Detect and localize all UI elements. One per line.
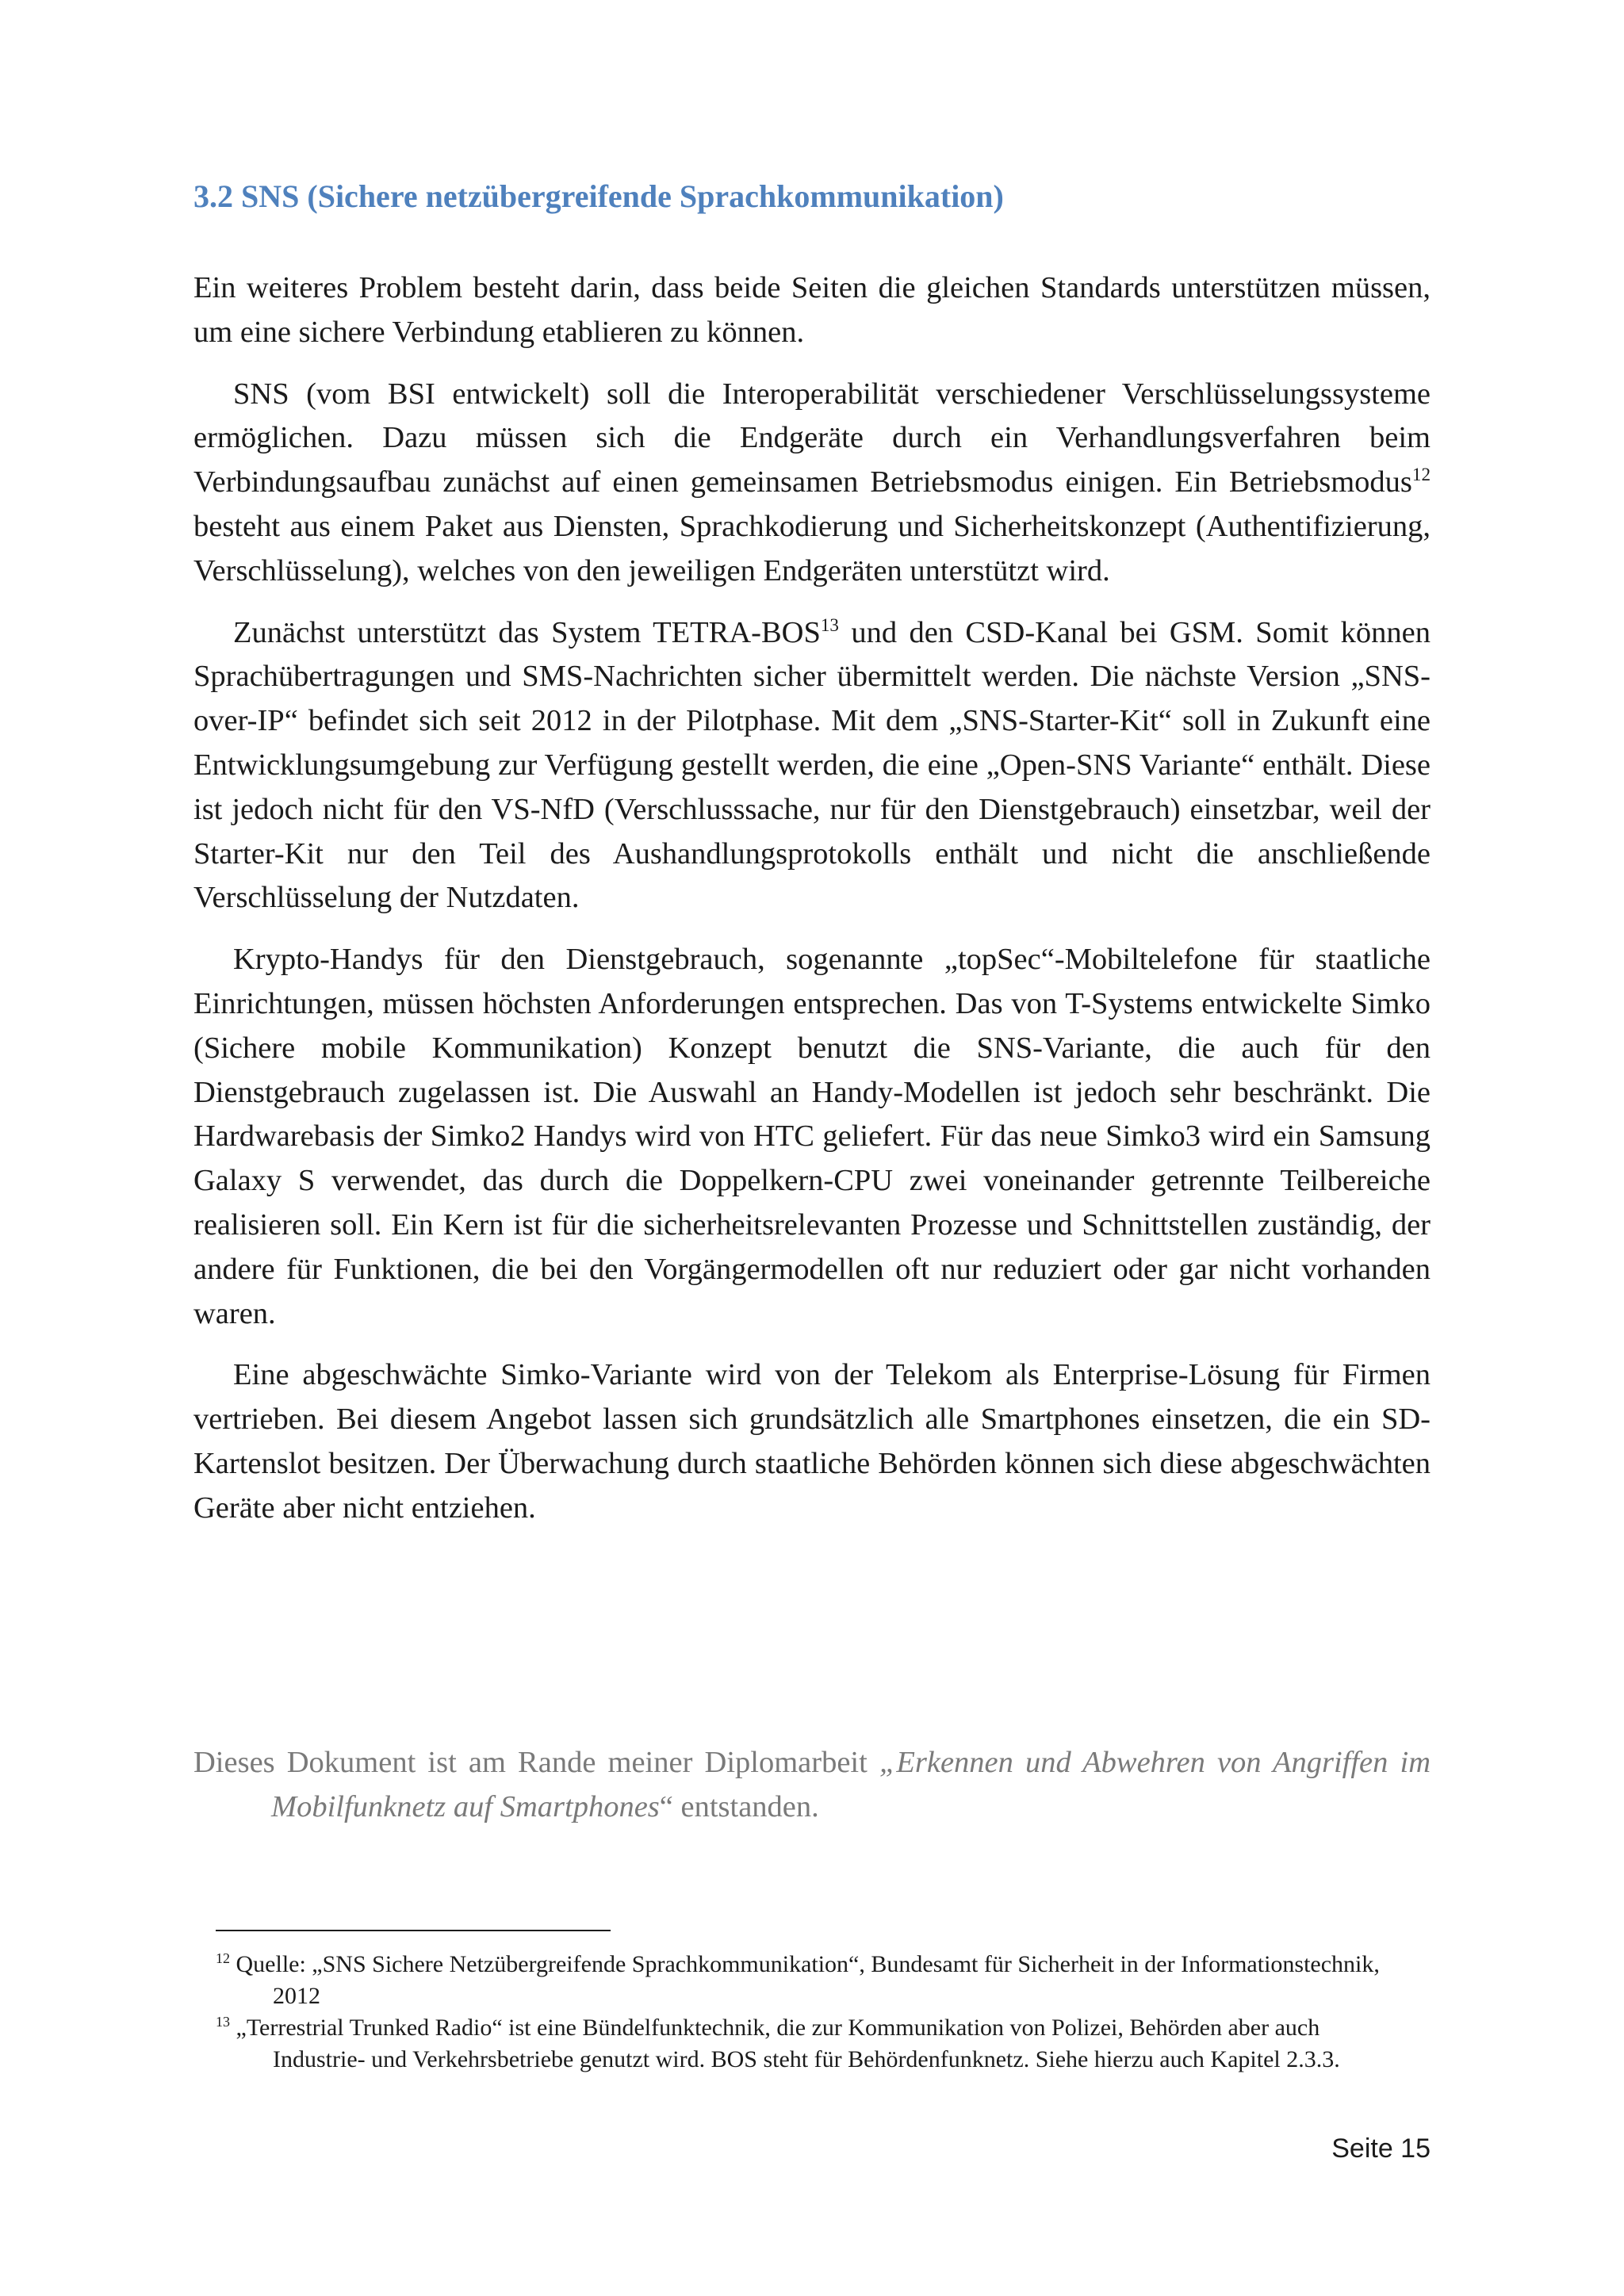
- text-run: Ein weiteres Problem besteht darin, dass beide Seiten die gleichen Standards unterstützen müssen, um eine sichere Verbindung etablieren zu können.: [193, 271, 1431, 349]
- text-run: “ entstanden.: [659, 1790, 819, 1823]
- footnote-text: Quelle: „SNS Sichere Netzübergreifende Sprachkommunikation“, Bundesamt für Sicherheit in der Informationstechnik, 2012: [230, 1951, 1380, 2009]
- footnotes: [216, 1949, 1397, 2076]
- footnote-number: 13: [216, 2014, 230, 2030]
- text-run: Krypto-Handys für den Dienstgebrauch, sogenannte „topSec“-Mobiltelefone für staatliche Einrichtungen, müssen höchsten Anforderungen entsprechen. Das von T-Systems entwickelte Simko (Sichere mobile Kommunikation) Konzept benutzt die SNS-Variante, die auch für den Dienstgebrauch zugelassen ist. Die Auswahl an Handy-Modellen ist jedoch sehr beschränkt. Die Hardwarebasis der Simko2 Handys wird von HTC geliefert. Für das neue Simko3 wird ein Samsung Galaxy S verwendet, das durch die Doppelkern-CPU zwei voneinander getrennte Teilbereiche realisieren soll. Ein Kern ist für die sicherheitsrelevanten Prozesse und Schnittstellen zuständig, der andere für Funktionen, die bei den Vorgängermodellen oft nur reduziert oder gar nicht vorhanden waren.: [193, 943, 1431, 1330]
- footnote-reference: 13: [820, 614, 839, 635]
- footnote-separator: [216, 1930, 611, 1931]
- diploma-thesis-note: [193, 1740, 1431, 1829]
- footnote-reference: 12: [1411, 464, 1431, 485]
- footnote-12: [216, 1949, 1397, 2012]
- text-run: Eine abgeschwächte Simko-Variante wird von der Telekom als Enterprise-Lösung für Firmen vertrieben. Bei diesem Angebot lassen sich grundsätzlich alle Smartphones einsetzen, die ein SD-Kartenslot besitzen. Der Überwachung durch staatliche Behörden können sich diese abgeschwächten Geräte aber nicht entziehen.: [193, 1358, 1431, 1525]
- text-run: und den CSD-Kanal bei GSM. Somit können Sprachübertragungen und SMS-Nachrichten sicher übermittelt werden. Die nächste Version „SNS-over-IP“ befindet sich seit 2012 in der Pilotphase. Mit dem „SNS-Starter-Kit“ soll in Zukunft eine Entwicklungsumgebung zur Verfügung gestellt werden, die eine „Open-SNS Variante“ enthält. Diese ist jedoch nicht für den VS-NfD (Verschlusssache, nur für den Dienstgebrauch) einsetzbar, weil der Starter-Kit nur den Teil des Aushandlungsprotokolls enthält und nicht die anschließende Verschlüsselung der Nutzdaten.: [193, 615, 1431, 915]
- section-heading: 3.2 SNS (Sichere netzübergreifende Sprachkommunikation): [193, 178, 1004, 214]
- body-text: [193, 266, 1431, 1548]
- paragraph-tetra-bos: [193, 611, 1431, 921]
- footnote-text: „Terrestrial Trunked Radio“ ist eine Bündelfunktechnik, die zur Kommunikation von Polizei, Behörden aber auch Industrie- und Verkehrsbetriebe genutzt wird. BOS steht für Behördenfunknetz. Siehe hierzu auch Kapitel 2.3.3.: [230, 2015, 1340, 2072]
- paragraph-standards: [193, 266, 1431, 355]
- text-run: besteht aus einem Paket aus Diensten, Sprachkodierung und Sicherheitskonzept (Authentifizierung, Verschlüsselung), welches von den jeweiligen Endgeräten unterstützt wird.: [193, 509, 1431, 587]
- page-number: Seite 15: [1331, 2133, 1431, 2164]
- italic-text: „Erkennen und Abwehren von Angriffen im Mobilfunknetz auf Smartphones: [271, 1746, 1431, 1823]
- text-run: Zunächst unterstützt das System TETRA-BOS: [233, 615, 821, 649]
- text-run: SNS (vom BSI entwickelt) soll die Interoperabilität verschiedener Verschlüsselungssysteme ermöglichen. Dazu müssen sich die Endgeräte durch ein Verhandlungsverfahren beim Verbindungsaufbau zunächst auf einen gemeinsamen Betriebsmodus einigen. Ein Betriebsmodus: [193, 377, 1431, 499]
- footnote-number: 12: [216, 1950, 230, 1966]
- paragraph-sns-interoperability: [193, 373, 1431, 594]
- text-run: Dieses Dokument ist am Rande meiner Diplomarbeit: [193, 1746, 879, 1779]
- paragraph-simko-enterprise: [193, 1353, 1431, 1530]
- paragraph-krypto-handys: [193, 938, 1431, 1336]
- footnote-13: [216, 2012, 1397, 2076]
